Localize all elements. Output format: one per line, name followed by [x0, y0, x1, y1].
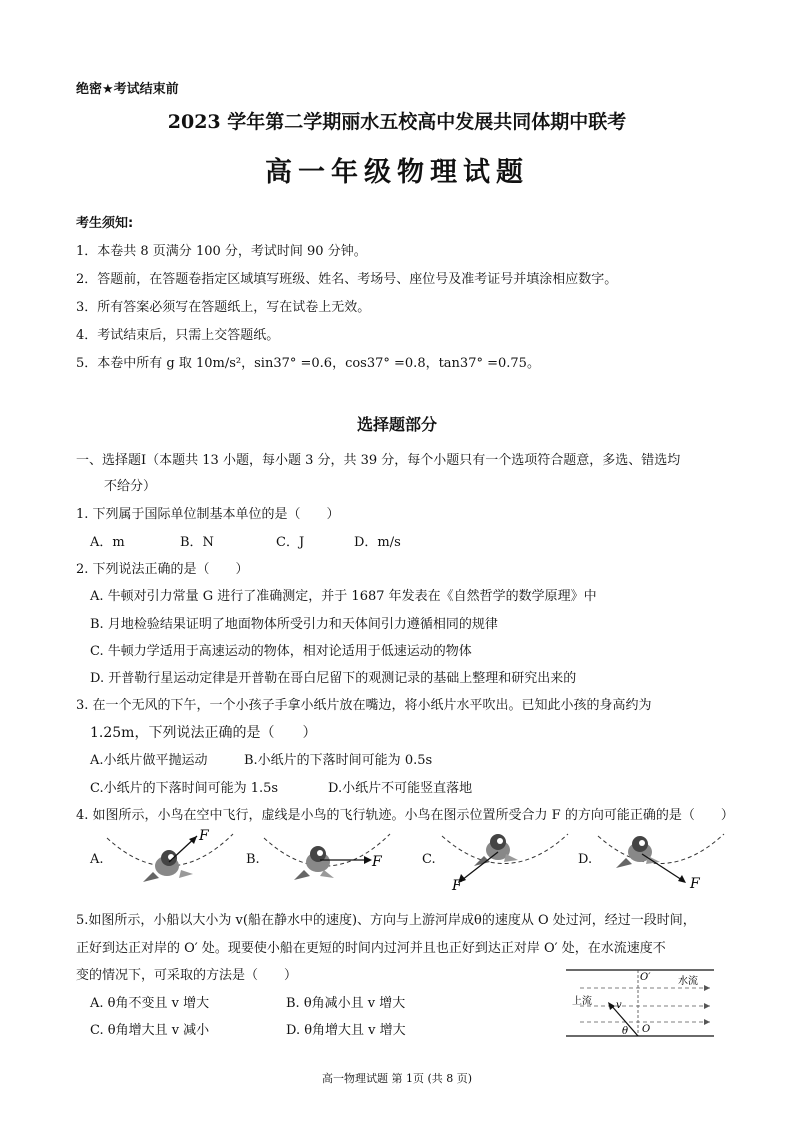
q3-option-c: C.小纸片的下落时间可能为 1.5s [90, 781, 279, 796]
confidential-mark: 绝密★考试结束前 [76, 82, 179, 97]
notice-heading: 考生须知: [76, 216, 134, 231]
notice-item: 1．本卷共 8 页满分 100 分，考试时间 90 分钟。 [76, 244, 367, 259]
exam-title: 2023 学年第二学期丽水五校高中发展共同体期中联考 [167, 111, 627, 133]
q5-o-prime-label: O′ [640, 972, 651, 983]
q2-option-d: D. 开普勒行星运动定律是开普勒在哥白尼留下的观测记录的基础上整理和研究出来的 [90, 671, 577, 686]
part-instruction-cont: 不给分） [104, 479, 157, 494]
notice-item: 2．答题前，在答题卷指定区域填写班级、姓名、考场号、座位号及准考证号并填涂相应数字。 [76, 272, 618, 287]
q3-option-b: B.小纸片的下落时间可能为 0.5s [244, 753, 433, 768]
q4-force-label-c: F [452, 878, 462, 892]
notice-item: 5．本卷中所有 g 取 10m/s²，sin37° =0.6，cos37° =0.8，tan37° =0.75。 [76, 356, 540, 371]
q5-river-figure [560, 964, 720, 1042]
q5-flow-label: 水流 [678, 976, 698, 987]
q4-figure-a [105, 826, 235, 888]
q5-o-label: O [642, 1024, 651, 1035]
q4-figure-c [440, 826, 570, 892]
q1-option-a: A．m [90, 535, 125, 550]
q4-force-label-d: F [690, 876, 700, 892]
q2-stem: 2. 下列说法正确的是（ ） [76, 562, 249, 577]
q5-option-b: B. θ角减小且 v 增大 [286, 996, 406, 1011]
q1-stem: 1. 下列属于国际单位制基本单位的是（ ） [76, 507, 340, 522]
q4-label-d: D. [578, 852, 593, 867]
q3-option-a: A.小纸片做平抛运动 [90, 753, 208, 768]
subject-title: 高一年级物理试题 [265, 157, 529, 188]
q3-stem: 3. 在一个无风的下午，一个小孩子手拿小纸片放在嘴边，将小纸片水平吹出。已知此小孩的身高约为 [76, 698, 652, 713]
q3-stem-cont: 1.25m，下列说法正确的是（ ） [90, 725, 317, 741]
q5-option-c: C. θ角增大且 v 减小 [90, 1023, 210, 1038]
q4-stem: 4. 如图所示，小鸟在空中飞行，虚线是小鸟的飞行轨迹。小鸟在图示位置所受合力 F 的方向可能正确的是（ ） [76, 808, 734, 823]
q2-option-b: B. 月地检验结果证明了地面物体所受引力和天体间引力遵循相同的规律 [90, 617, 498, 632]
q5-theta-label: θ [622, 1026, 629, 1037]
q5-option-d: D. θ角增大且 v 增大 [286, 1023, 406, 1038]
q5-v-label: v [616, 1000, 622, 1011]
q3-option-d: D.小纸片不可能竖直落地 [328, 781, 473, 796]
section-title: 选择题部分 [356, 415, 437, 434]
q4-label-b: B. [246, 852, 260, 867]
q4-force-label-a: F [199, 828, 209, 844]
q4-label-a: A. [90, 852, 104, 867]
q4-label-c: C. [422, 852, 436, 867]
q5-stem-cont: 正好到达正对岸的 O′ 处。现要使小船在更短的时间内过河并且也正好到达正对岸 O′ 处，在水流速度不 [76, 941, 666, 956]
q2-option-a: A. 牛顿对引力常量 G 进行了准确测定，并于 1687 年发表在《自然哲学的数学原理》中 [90, 589, 597, 604]
q5-option-a: A. θ角不变且 v 增大 [90, 996, 210, 1011]
q4-figure-b [262, 826, 392, 888]
part-instruction: 一、选择题Ⅰ（本题共 13 小题，每小题 3 分，共 39 分，每个小题只有一个选项符合题意，多选、错选均 [76, 453, 681, 468]
q5-stem: 5.如图所示，小船以大小为 v(船在静水中的速度)、方向与上游河岸成θ的速度从 O 处过河，经过一段时间， [76, 913, 696, 928]
q5-stem-cont2: 变的情况下，可采取的方法是（ ） [76, 968, 298, 983]
q4-force-label-b: F [372, 854, 382, 870]
q5-upstream-label: 上流 [572, 996, 592, 1007]
notice-item: 3．所有答案必须写在答题纸上，写在试卷上无效。 [76, 300, 371, 315]
q1-option-b: B．N [180, 535, 214, 550]
notice-item: 4．考试结束后，只需上交答题纸。 [76, 328, 280, 343]
q1-option-d: D．m/s [354, 535, 401, 550]
q2-option-c: C. 牛顿力学适用于高速运动的物体，相对论适用于低速运动的物体 [90, 644, 472, 659]
page-footer: 高一物理试题 第 1页 (共 8 页) [321, 1072, 473, 1085]
q4-figure-d [596, 826, 726, 892]
q1-option-c: C．J [276, 535, 305, 550]
